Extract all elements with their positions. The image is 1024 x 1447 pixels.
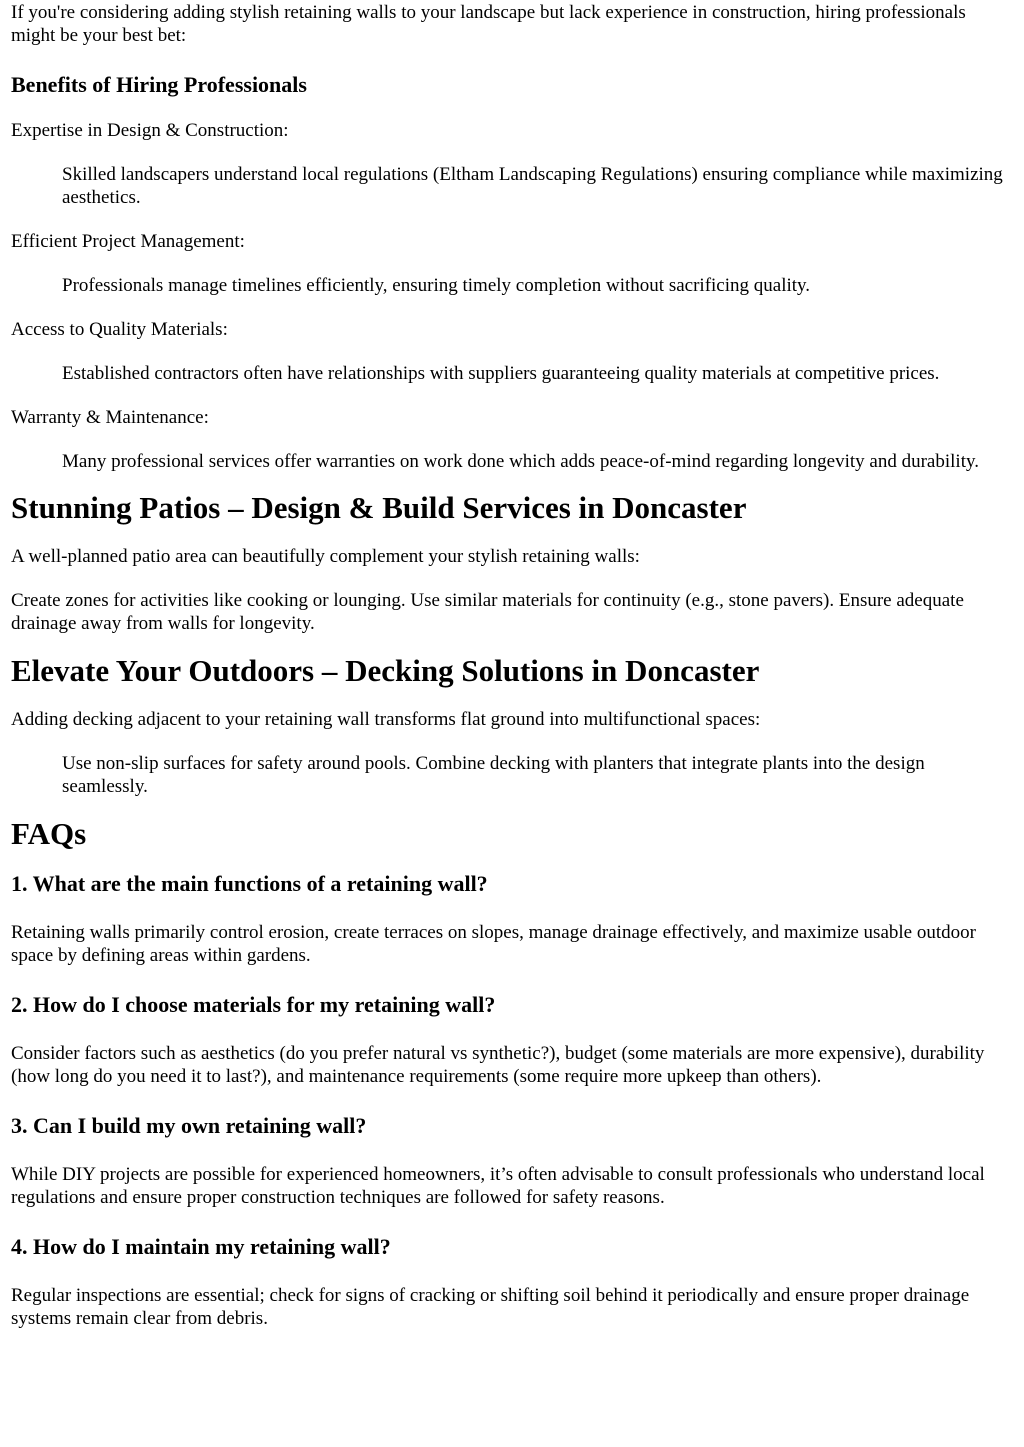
decking-paragraph: Adding decking adjacent to your retaining wall transforms flat ground into multifunctional spaces:	[11, 709, 761, 730]
faq-answer: While DIY projects are possible for experienced homeowners, it’s often advisable to consult professionals who understand local regulations and ensure proper construction techniques are followed for safety reasons.	[11, 1164, 985, 1208]
benefit-description: Established contractors often have relationships with suppliers guaranteeing quality materials at competitive prices.	[62, 363, 940, 384]
faq-question: 1. What are the main functions of a retaining wall?	[11, 871, 488, 896]
faq-question: 2. How do I choose materials for my retaining wall?	[11, 992, 496, 1017]
benefit-term: Access to Quality Materials:	[11, 319, 228, 340]
faq-question: 3. Can I build my own retaining wall?	[11, 1113, 367, 1138]
faqs-heading: FAQs	[11, 816, 87, 851]
patios-heading: Stunning Patios – Design & Build Services in Doncaster	[11, 490, 747, 525]
benefit-description: Skilled landscapers understand local regulations (Eltham Landscaping Regulations) ensuring compliance while maximizing aesthetics.	[62, 164, 1003, 208]
benefit-term: Efficient Project Management:	[11, 231, 245, 252]
faq-question: 4. How do I maintain my retaining wall?	[11, 1234, 391, 1259]
decking-heading: Elevate Your Outdoors – Decking Solutions in Doncaster	[11, 653, 760, 688]
patios-paragraph: Create zones for activities like cooking or lounging. Use similar materials for continuity (e.g., stone pavers). Ensure adequate drainage away from walls for longevity.	[11, 590, 964, 634]
intro-paragraph: If you're considering adding stylish retaining walls to your landscape but lack experience in construction, hiring professionals might be your best bet:	[11, 2, 966, 46]
benefit-description: Many professional services offer warranties on work done which adds peace-of-mind regarding longevity and durability.	[62, 451, 979, 472]
faq-answer: Retaining walls primarily control erosion, create terraces on slopes, manage drainage effectively, and maximize usable outdoor space by defining areas within gardens.	[11, 922, 976, 966]
benefits-list	[11, 119, 1013, 473]
benefits-heading: Benefits of Hiring Professionals	[11, 72, 307, 97]
benefit-term: Warranty & Maintenance:	[11, 407, 209, 428]
patios-paragraph: A well-planned patio area can beautifully complement your stylish retaining walls:	[11, 546, 640, 567]
benefit-description: Professionals manage timelines efficiently, ensuring timely completion without sacrificing quality.	[62, 275, 811, 296]
faq-answer: Consider factors such as aesthetics (do you prefer natural vs synthetic?), budget (some materials are more expensive), durability (how long do you need it to last?), and maintenance requirements (some require more upkeep than others).	[11, 1043, 985, 1087]
decking-quote: Use non-slip surfaces for safety around pools. Combine decking with planters that integrate plants into the design seamlessly.	[62, 753, 925, 797]
benefit-term: Expertise in Design & Construction:	[11, 120, 289, 141]
article	[0, 1, 1024, 1330]
faq-answer: Regular inspections are essential; check for signs of cracking or shifting soil behind it periodically and ensure proper drainage systems remain clear from debris.	[11, 1285, 970, 1329]
